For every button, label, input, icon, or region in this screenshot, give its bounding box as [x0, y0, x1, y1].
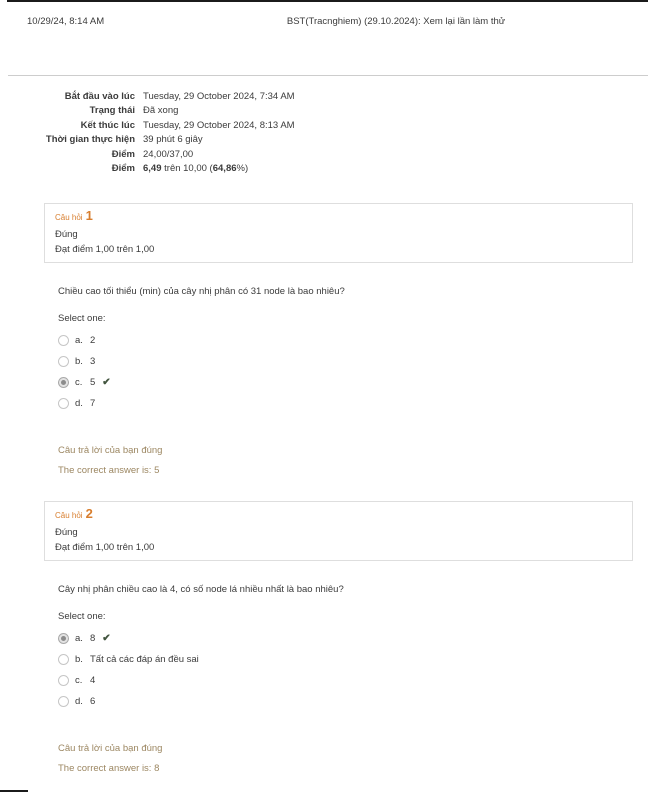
option-text: 2	[90, 335, 96, 346]
correct-check-icon: ✔	[102, 377, 111, 388]
summary-value: Tuesday, 29 October 2024, 8:13 AM	[143, 119, 295, 131]
correct-answer-text: The correct answer is: 8	[58, 763, 160, 774]
radio-button-icon[interactable]	[58, 356, 69, 367]
question-content	[44, 263, 633, 477]
summary-row	[43, 162, 295, 177]
question-number-value: 2	[85, 506, 93, 521]
option-letter: d.	[75, 398, 83, 409]
answer-options	[58, 628, 633, 712]
question-text: Cây nhị phân chiều cao là 4, có số node lá nhiều nhất là bao nhiêu?	[58, 584, 344, 595]
option-letter: a.	[75, 633, 83, 644]
summary-row	[43, 133, 295, 148]
option-letter: a.	[75, 335, 83, 346]
option-letter: c.	[75, 675, 83, 686]
question-state: Đúng	[55, 229, 78, 240]
summary-label: Bắt đầu vào lúc	[64, 90, 135, 102]
radio-button-icon[interactable]	[58, 398, 69, 409]
question-state: Đúng	[55, 527, 78, 538]
correct-check-icon: ✔	[102, 633, 111, 644]
summary-label: Điểm	[111, 163, 135, 174]
question-grade: Đạt điểm 1,00 trên 1,00	[55, 542, 155, 553]
radio-button-icon[interactable]	[58, 377, 69, 388]
feedback-text: Câu trả lời của bạn đúng	[58, 445, 163, 456]
answer-option[interactable]	[58, 351, 633, 372]
summary-value-part: 6,49	[143, 163, 162, 174]
question-block	[44, 501, 633, 775]
option-letter: b.	[75, 356, 83, 367]
header-divider	[8, 75, 648, 76]
answer-prompt: Select one:	[58, 611, 106, 622]
radio-button-icon[interactable]	[58, 696, 69, 707]
radio-button-icon[interactable]	[58, 633, 69, 644]
option-letter: b.	[75, 654, 83, 665]
summary-label: Kết thúc lúc	[80, 119, 135, 131]
answer-prompt: Select one:	[58, 313, 106, 324]
question-content	[44, 561, 633, 775]
question-text: Chiều cao tối thiểu (min) của cây nhị phân có 31 node là bao nhiêu?	[58, 286, 345, 297]
option-text: 7	[90, 398, 96, 409]
question-number	[55, 209, 622, 224]
question-number-label: Câu hỏi	[55, 213, 83, 222]
radio-button-icon[interactable]	[58, 654, 69, 665]
summary-label: Thời gian thực hiện	[45, 134, 135, 145]
answer-option[interactable]	[58, 372, 633, 393]
attempt-summary-table	[43, 89, 295, 176]
summary-value-part: %)	[236, 163, 249, 174]
option-text: 3	[90, 356, 96, 367]
feedback-text: Câu trả lời của bạn đúng	[58, 743, 163, 754]
summary-value: Đã xong	[143, 105, 179, 116]
print-date: 10/29/24, 8:14 AM	[27, 16, 105, 27]
radio-button-icon[interactable]	[58, 335, 69, 346]
summary-row	[43, 104, 295, 119]
print-header	[0, 16, 671, 30]
summary-value: Tuesday, 29 October 2024, 7:34 AM	[143, 90, 295, 102]
option-text: 4	[90, 675, 96, 686]
answer-option[interactable]	[58, 330, 633, 351]
question-number-value: 1	[85, 208, 93, 223]
summary-value-part: trên 10,00 (	[161, 163, 213, 174]
answer-option[interactable]	[58, 393, 633, 414]
summary-value: 39 phút 6 giây	[143, 134, 203, 145]
summary-row	[43, 147, 295, 162]
summary-value: 24,00/37,00	[143, 148, 194, 160]
answer-option[interactable]	[58, 649, 633, 670]
question-number-label: Câu hỏi	[55, 511, 83, 520]
option-letter: d.	[75, 696, 83, 707]
summary-value	[135, 162, 295, 177]
answer-option[interactable]	[58, 691, 633, 712]
answer-option[interactable]	[58, 628, 633, 649]
question-block	[44, 203, 633, 477]
option-text: Tất cả các đáp án đều sai	[90, 654, 199, 665]
option-letter: c.	[75, 377, 83, 388]
radio-button-icon[interactable]	[58, 675, 69, 686]
questions-list	[44, 203, 633, 775]
answer-options	[58, 330, 633, 414]
answer-option[interactable]	[58, 670, 633, 691]
page-title: BST(Tracnghiem) (29.10.2024): Xem lại lần làm thử	[286, 16, 506, 27]
question-info-box	[44, 203, 633, 263]
question-info-box	[44, 501, 633, 561]
summary-label: Trạng thái	[89, 105, 135, 116]
summary-row	[43, 89, 295, 104]
summary-label: Điểm	[111, 148, 135, 160]
option-text: 8	[90, 633, 96, 644]
option-text: 5	[90, 377, 96, 388]
question-number	[55, 507, 622, 522]
summary-row	[43, 118, 295, 133]
correct-answer-text: The correct answer is: 5	[58, 465, 160, 476]
page-top-border	[7, 0, 648, 2]
option-text: 6	[90, 696, 96, 707]
question-grade: Đạt điểm 1,00 trên 1,00	[55, 244, 155, 255]
summary-value-part: 64,86	[212, 163, 237, 174]
